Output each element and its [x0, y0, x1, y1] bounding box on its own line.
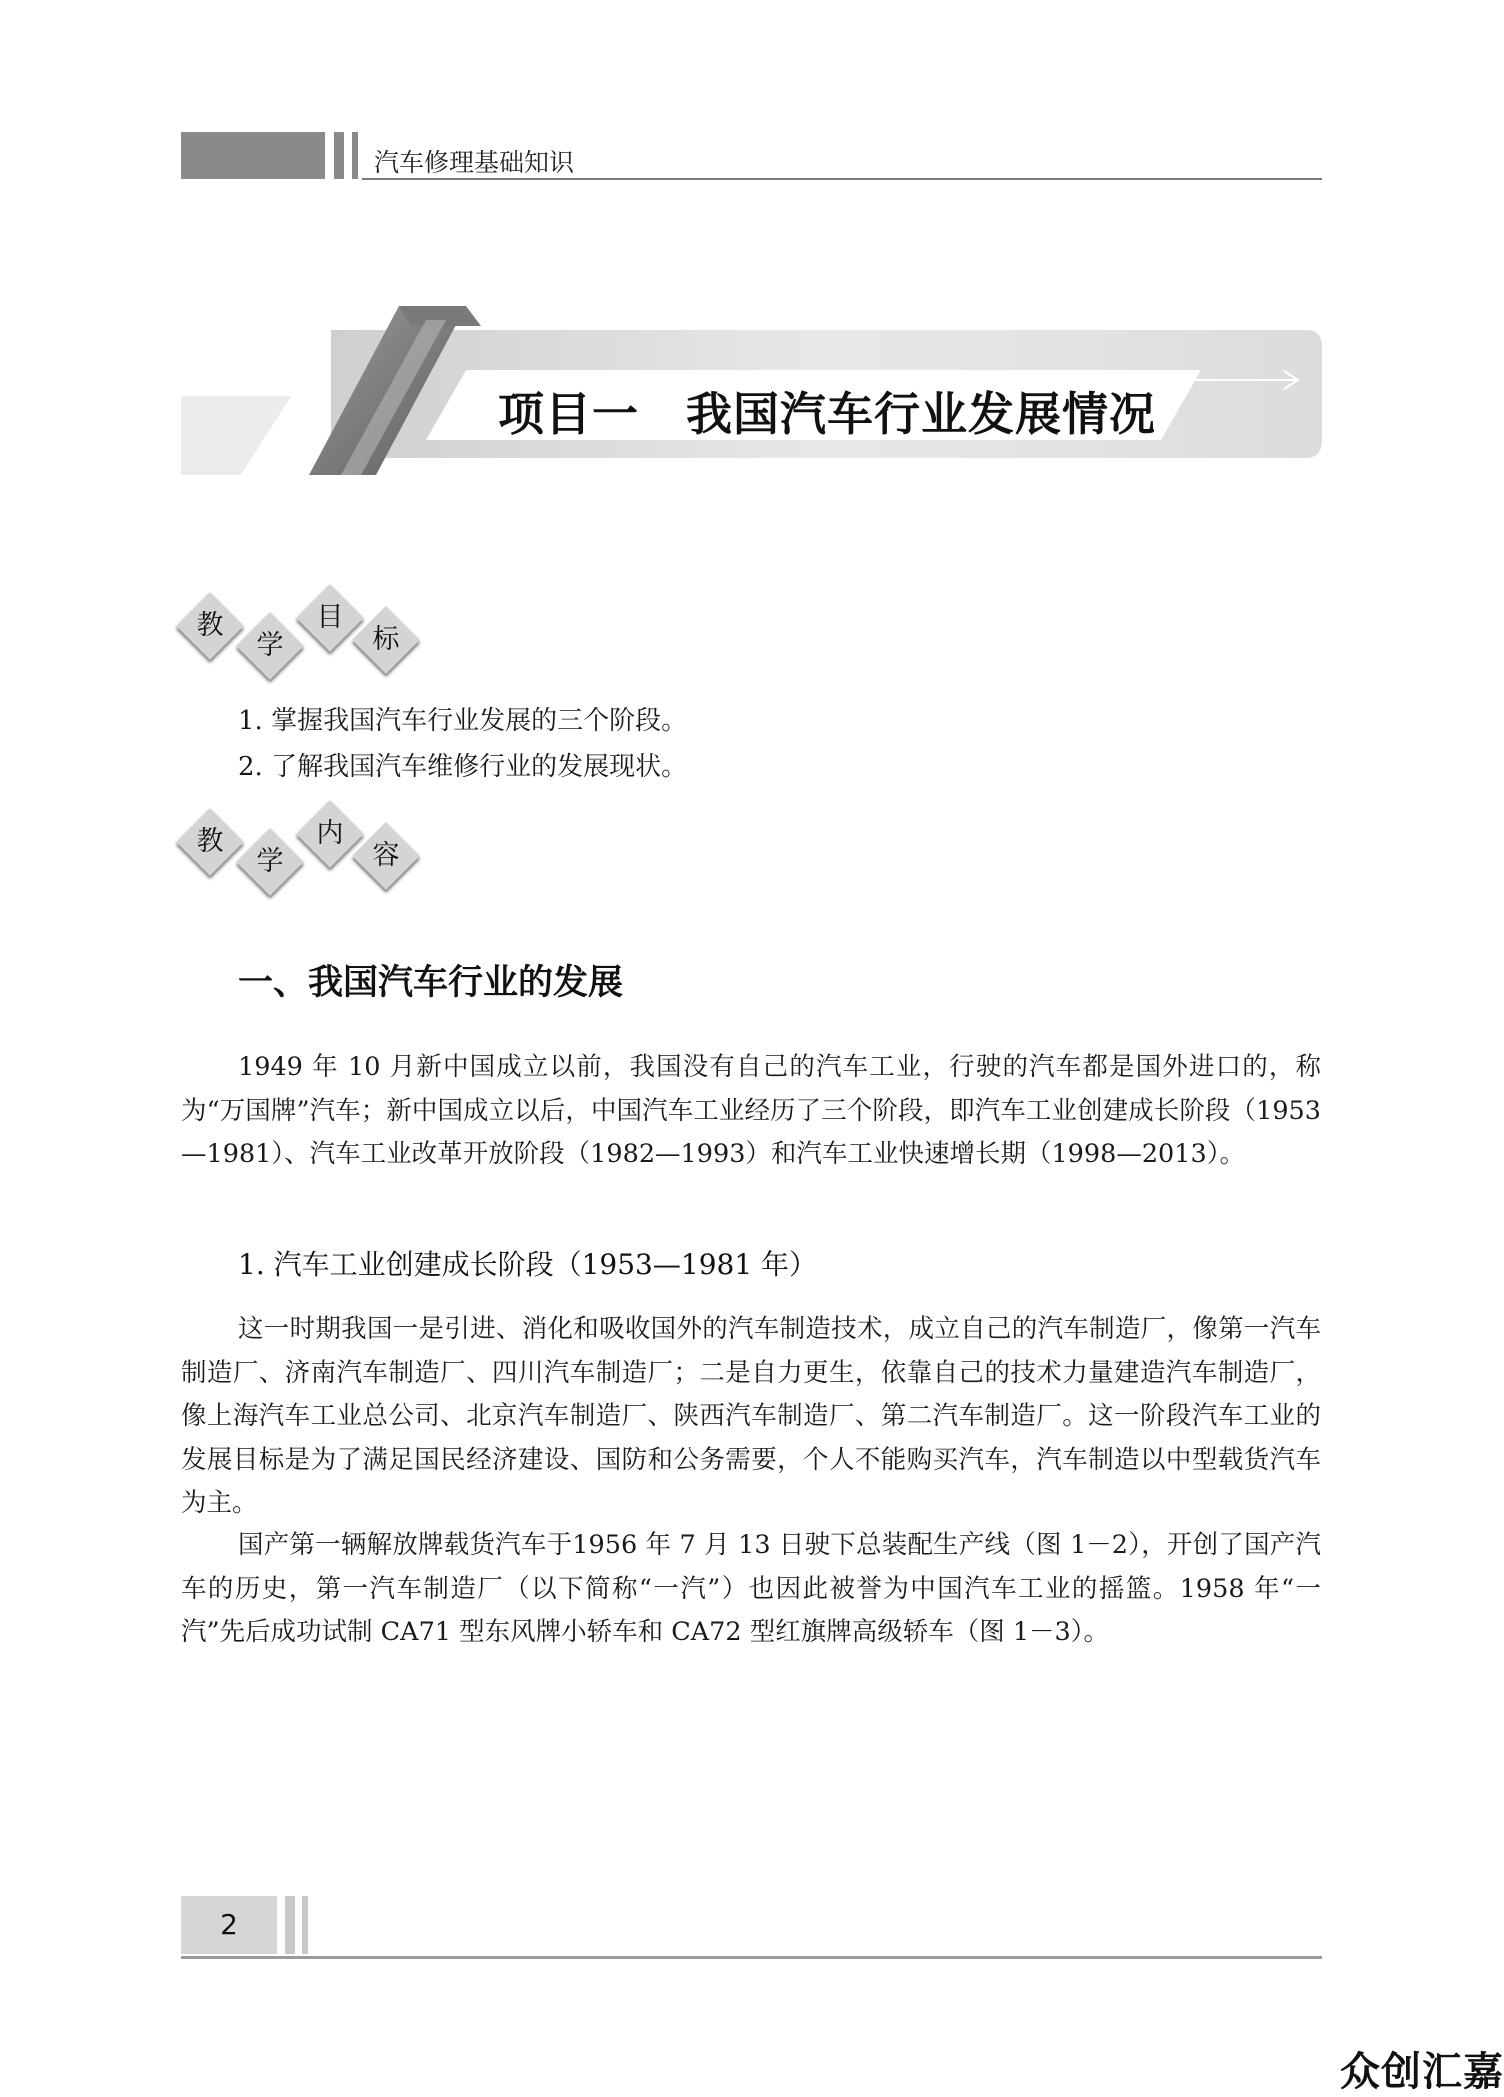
- heading-char: 标: [372, 624, 400, 655]
- header-rule: [362, 178, 1322, 180]
- heading-diamond: [354, 608, 418, 672]
- header-decor-block: [181, 132, 325, 179]
- page-number: 2: [220, 1908, 238, 1941]
- body-paragraph: 这一时期我国一是引进、消化和吸收国外的汽车制造技术，成立自己的汽车制造厂，像第一汽车制造厂、济南汽车制造厂、四川汽车制造厂；二是自力更生，依靠自己的技术力量建造汽车制造厂，像上海汽车工业总公司、北京汽车制造厂、陕西汽车制造厂、第二汽车制造厂。这一阶段汽车工业的发展目标是为了满足国民经济建设、国防和公务需要，个人不能购买汽车，汽车制造以中型载货汽车为主。: [181, 1314, 1321, 1518]
- heading-char: 容: [372, 840, 400, 871]
- body-paragraph: 国产第一辆解放牌载货汽车于1956 年 7 月 13 日驶下总装配生产线（图 1－2），开创了国产汽车的历史，第一汽车制造厂（以下简称“一汽”）也因此被誉为中国汽车工业的摇篮。1958 年“一汽”先后成功试制 CA71 型东风牌小轿车和 CA72 型红旗牌高级轿车（图 1－3）。: [181, 1530, 1321, 1647]
- heading-char: 学: [256, 846, 284, 877]
- project-title: 项目一 我国汽车行业发展情况: [498, 387, 1156, 441]
- objectives-list: [238, 698, 687, 790]
- heading-char: 内: [316, 818, 344, 849]
- heading-char: 教: [196, 610, 224, 641]
- content-heading: [178, 798, 428, 894]
- heading-char: 学: [256, 630, 284, 661]
- intro-paragraph: 1949 年 10 月新中国成立以前，我国没有自己的汽车工业，行驶的汽车都是国外进口的，称为“万国牌”汽车；新中国成立以后，中国汽车工业经历了三个阶段，即汽车工业创建成长阶段（1953—1981）、汽车工业改革开放阶段（1982—1993）和汽车工业快速增长期（1998—2013）。: [181, 1052, 1321, 1169]
- running-header-title: 汽车修理基础知识: [374, 148, 575, 177]
- heading-diamond: [238, 614, 302, 678]
- footer-decor-bar: [285, 1896, 295, 1954]
- objectives-heading: [178, 582, 428, 678]
- heading-diamond: [178, 810, 242, 874]
- heading-diamond: [238, 830, 302, 894]
- section-title: 一、我国汽车行业的发展: [238, 963, 624, 1003]
- heading-char: 教: [196, 826, 224, 857]
- heading-diamond: [354, 824, 418, 888]
- header-decor-bar-thin: [352, 132, 358, 179]
- watermark-logo: 众创汇嘉: [1340, 2049, 1504, 2095]
- heading-diamond: [178, 594, 242, 658]
- objective-item: 2. 了解我国汽车维修行业的发展现状。: [238, 752, 688, 782]
- heading-char: 目: [316, 602, 344, 633]
- footer-decor-bar-thin: [302, 1896, 308, 1954]
- subsection-title: 1. 汽车工业创建成长阶段（1953—1981 年）: [238, 1248, 818, 1281]
- banner-left-wedge: [181, 396, 291, 475]
- header-decor-bar: [334, 132, 344, 179]
- footer-rule: [181, 1956, 1322, 1959]
- objective-item: 1. 掌握我国汽车行业发展的三个阶段。: [238, 706, 688, 736]
